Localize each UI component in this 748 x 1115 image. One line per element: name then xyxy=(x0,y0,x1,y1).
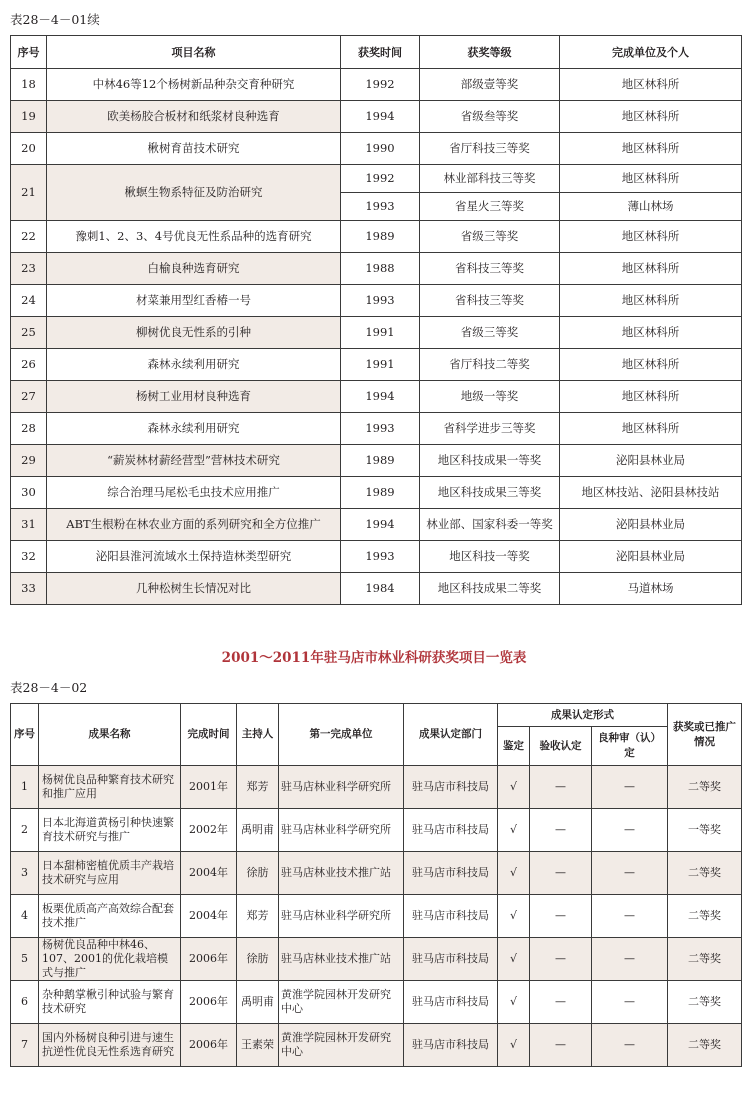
row-yanshou: — xyxy=(530,895,592,938)
header2-dept: 成果认定部门 xyxy=(404,704,498,766)
row-name: 欧美杨胶合板材和纸浆材良种选育 xyxy=(47,101,341,133)
table-row xyxy=(11,477,742,509)
row-no: 27 xyxy=(11,381,47,413)
row-level: 省厅科技三等奖 xyxy=(420,133,560,165)
row-jianding: √ xyxy=(498,981,530,1024)
row-award: 二等奖 xyxy=(668,852,742,895)
row-yanshou: — xyxy=(530,1024,592,1067)
row-no: 21 xyxy=(11,165,47,221)
table-row xyxy=(11,285,742,317)
row-year: 1992 xyxy=(341,69,420,101)
row-name: 楸树育苗技术研究 xyxy=(47,133,341,165)
row-award: 二等奖 xyxy=(668,766,742,809)
row-no: 25 xyxy=(11,317,47,349)
row-leader: 郑芳 xyxy=(237,766,279,809)
row-no: 23 xyxy=(11,253,47,285)
row-unit: 驻马店林业科学研究所 xyxy=(279,895,404,938)
row-unit: 地区林技站、泌阳县林技站 xyxy=(560,477,742,509)
row-unit: 驻马店林业技术推广站 xyxy=(279,938,404,981)
row-no: 3 xyxy=(11,852,39,895)
table-row xyxy=(11,165,742,193)
row-jianding: √ xyxy=(498,852,530,895)
row-no: 30 xyxy=(11,477,47,509)
row-name: 国内外杨树良种引进与速生抗逆性优良无性系选育研究 xyxy=(39,1024,181,1067)
table-row xyxy=(11,809,742,852)
table-row xyxy=(11,852,742,895)
row-unit: 地区林科所 xyxy=(560,381,742,413)
row-unit: 马道林场 xyxy=(560,573,742,605)
row-unit: 地区林科所 xyxy=(560,413,742,445)
row-jianding: √ xyxy=(498,938,530,981)
row-name: 杨树优良品种繁育技术研究和推广应用 xyxy=(39,766,181,809)
table-row xyxy=(11,766,742,809)
row-name: 综合治理马尾松毛虫技术应用推广 xyxy=(47,477,341,509)
row-year: 1989 xyxy=(341,445,420,477)
row-level: 省级三等奖 xyxy=(420,221,560,253)
row-yanshou: — xyxy=(530,766,592,809)
row-unit: 地区林科所 xyxy=(560,285,742,317)
table-row xyxy=(11,895,742,938)
row-no: 28 xyxy=(11,413,47,445)
row-unit: 地区林科所 xyxy=(560,317,742,349)
row-name: ABT生根粉在林农业方面的系列研究和全方位推广 xyxy=(47,509,341,541)
row-dept: 驻马店市科技局 xyxy=(404,938,498,981)
row-no: 32 xyxy=(11,541,47,573)
row-name: 泌阳县淮河流域水土保持造林类型研究 xyxy=(47,541,341,573)
row-no: 24 xyxy=(11,285,47,317)
row-level: 地级一等奖 xyxy=(420,381,560,413)
row-year: 1994 xyxy=(341,509,420,541)
row-leader: 禹明甫 xyxy=(237,809,279,852)
table-row xyxy=(11,349,742,381)
table-row xyxy=(11,413,742,445)
row-no: 22 xyxy=(11,221,47,253)
row-dept: 驻马店市科技局 xyxy=(404,981,498,1024)
row-level: 地区科技成果一等奖 xyxy=(420,445,560,477)
row-unit: 驻马店林业科学研究所 xyxy=(279,809,404,852)
row-unit: 黄淮学院园林开发研究中心 xyxy=(279,981,404,1024)
row-time: 2006年 xyxy=(181,1024,237,1067)
row-unit: 黄淮学院园林开发研究中心 xyxy=(279,1024,404,1067)
row-no: 18 xyxy=(11,69,47,101)
row-no: 6 xyxy=(11,981,39,1024)
row-time: 2001年 xyxy=(181,766,237,809)
table-row xyxy=(11,69,742,101)
row-dept: 驻马店市科技局 xyxy=(404,852,498,895)
header2-liangzhong: 良种审（认）定 xyxy=(592,727,668,766)
row-no: 31 xyxy=(11,509,47,541)
row-jianding: √ xyxy=(498,766,530,809)
row-liangzhong: — xyxy=(592,895,668,938)
row-level: 地区科技成果三等奖 xyxy=(420,477,560,509)
row-leader: 王素荣 xyxy=(237,1024,279,1067)
row-time: 2004年 xyxy=(181,895,237,938)
table-row xyxy=(11,317,742,349)
table-row xyxy=(11,1024,742,1067)
row-year: 1991 xyxy=(341,349,420,381)
row-level: 省科技三等奖 xyxy=(420,253,560,285)
header2-no: 序号 xyxy=(11,704,39,766)
row-name: 板栗优质高产高效综合配套技术推广 xyxy=(39,895,181,938)
row-liangzhong: — xyxy=(592,938,668,981)
row-award: 二等奖 xyxy=(668,895,742,938)
header-name: 项目名称 xyxy=(47,36,341,69)
award-table-1 xyxy=(10,35,742,605)
row-jianding: √ xyxy=(498,1024,530,1067)
row-jianding: √ xyxy=(498,895,530,938)
row-unit: 地区林科所 xyxy=(560,349,742,381)
table-row xyxy=(11,981,742,1024)
row-no: 4 xyxy=(11,895,39,938)
row-time: 2004年 xyxy=(181,852,237,895)
row-leader: 徐肪 xyxy=(237,938,279,981)
table-row xyxy=(11,133,742,165)
row-award: 二等奖 xyxy=(668,1024,742,1067)
row-time: 2006年 xyxy=(181,938,237,981)
row-unit: 驻马店林业科学研究所 xyxy=(279,766,404,809)
row-level: 省级叁等奖 xyxy=(420,101,560,133)
row-liangzhong: — xyxy=(592,852,668,895)
row-name: 豫刺1、2、3、4号优良无性系品种的选育研究 xyxy=(47,221,341,253)
row-unit: 地区林科所 xyxy=(560,165,742,193)
header-no: 序号 xyxy=(11,36,47,69)
row-unit: 地区林科所 xyxy=(560,133,742,165)
row-no: 19 xyxy=(11,101,47,133)
table-row xyxy=(11,221,742,253)
header2-unit: 第一完成单位 xyxy=(279,704,404,766)
table-row xyxy=(11,541,742,573)
row-year: 1989 xyxy=(341,477,420,509)
row-level: 省科学进步三等奖 xyxy=(420,413,560,445)
row-unit: 薄山林场 xyxy=(560,193,742,221)
table-row xyxy=(11,101,742,133)
header2-yanshou: 验收认定 xyxy=(530,727,592,766)
row-no: 1 xyxy=(11,766,39,809)
row-name: 柳树优良无性系的引种 xyxy=(47,317,341,349)
row-no: 7 xyxy=(11,1024,39,1067)
table-row xyxy=(11,938,742,981)
row-no: 33 xyxy=(11,573,47,605)
row-year: 1992 xyxy=(341,165,420,193)
row-level: 部级壹等奖 xyxy=(420,69,560,101)
row-name: 杨树优良品种中林46、107、2001的优化栽培模式与推广 xyxy=(39,938,181,981)
table-row xyxy=(11,253,742,285)
row-level: 林业部科技三等奖 xyxy=(420,165,560,193)
row-leader: 禹明甫 xyxy=(237,981,279,1024)
row-no: 20 xyxy=(11,133,47,165)
row-unit: 地区林科所 xyxy=(560,69,742,101)
row-time: 2006年 xyxy=(181,981,237,1024)
row-year: 1994 xyxy=(341,101,420,133)
row-dept: 驻马店市科技局 xyxy=(404,895,498,938)
row-jianding: √ xyxy=(498,809,530,852)
row-name: 日本北海道黄杨引种快速繁育技术研究与推广 xyxy=(39,809,181,852)
row-year: 1993 xyxy=(341,193,420,221)
row-name: 几种松树生长情况对比 xyxy=(47,573,341,605)
row-name: 森林永续利用研究 xyxy=(47,413,341,445)
table2-caption: 表28－4－02 xyxy=(10,680,88,695)
row-name: 杨树工业用材良种选育 xyxy=(47,381,341,413)
header2-leader: 主持人 xyxy=(237,704,279,766)
header2-time: 完成时间 xyxy=(181,704,237,766)
table1-caption: 表28－4－01续 xyxy=(10,12,100,27)
row-year: 1993 xyxy=(341,413,420,445)
row-unit: 驻马店林业技术推广站 xyxy=(279,852,404,895)
row-name: 森林永续利用研究 xyxy=(47,349,341,381)
header2-jianding: 鉴定 xyxy=(498,727,530,766)
row-level: 地区科技一等奖 xyxy=(420,541,560,573)
row-unit: 地区林科所 xyxy=(560,253,742,285)
row-leader: 郑芳 xyxy=(237,895,279,938)
row-level: 省厅科技二等奖 xyxy=(420,349,560,381)
row-liangzhong: — xyxy=(592,766,668,809)
table-row xyxy=(11,573,742,605)
row-award: 二等奖 xyxy=(668,938,742,981)
row-no: 29 xyxy=(11,445,47,477)
row-yanshou: — xyxy=(530,852,592,895)
row-unit: 泌阳县林业局 xyxy=(560,509,742,541)
row-level: 地区科技成果二等奖 xyxy=(420,573,560,605)
row-time: 2002年 xyxy=(181,809,237,852)
row-unit: 地区林科所 xyxy=(560,221,742,253)
header2-name: 成果名称 xyxy=(39,704,181,766)
row-dept: 驻马店市科技局 xyxy=(404,766,498,809)
row-unit: 泌阳县林业局 xyxy=(560,445,742,477)
table1-header-row xyxy=(11,36,742,69)
row-year: 1984 xyxy=(341,573,420,605)
row-liangzhong: — xyxy=(592,809,668,852)
row-year: 1989 xyxy=(341,221,420,253)
row-yanshou: — xyxy=(530,809,592,852)
row-year: 1993 xyxy=(341,541,420,573)
row-year: 1993 xyxy=(341,285,420,317)
row-no: 2 xyxy=(11,809,39,852)
header-level: 获奖等级 xyxy=(420,36,560,69)
row-no: 5 xyxy=(11,938,39,981)
row-yanshou: — xyxy=(530,981,592,1024)
row-year: 1991 xyxy=(341,317,420,349)
row-name: “薪炭林材薪经营型”营林技术研究 xyxy=(47,445,341,477)
row-name: 中林46等12个杨树新品种杂交育种研究 xyxy=(47,69,341,101)
row-yanshou: — xyxy=(530,938,592,981)
row-year: 1990 xyxy=(341,133,420,165)
row-unit: 泌阳县林业局 xyxy=(560,541,742,573)
row-leader: 徐肪 xyxy=(237,852,279,895)
row-award: 二等奖 xyxy=(668,981,742,1024)
row-name: 材菜兼用型红香椿一号 xyxy=(47,285,341,317)
row-level: 省级三等奖 xyxy=(420,317,560,349)
row-liangzhong: — xyxy=(592,1024,668,1067)
row-award: 一等奖 xyxy=(668,809,742,852)
row-level: 省星火三等奖 xyxy=(420,193,560,221)
row-dept: 驻马店市科技局 xyxy=(404,809,498,852)
header2-award: 获奖或已推广情况 xyxy=(668,704,742,766)
award-table-2 xyxy=(10,703,742,1067)
row-level: 林业部、国家科委一等奖 xyxy=(420,509,560,541)
header-unit: 完成单位及个人 xyxy=(560,36,742,69)
row-year: 1988 xyxy=(341,253,420,285)
row-name: 白榆良种选育研究 xyxy=(47,253,341,285)
row-name: 楸螟生物系特征及防治研究 xyxy=(47,165,341,221)
row-name: 日本甜柿密植优质丰产栽培技术研究与应用 xyxy=(39,852,181,895)
table-row xyxy=(11,381,742,413)
row-unit: 地区林科所 xyxy=(560,101,742,133)
row-liangzhong: — xyxy=(592,981,668,1024)
header2-form: 成果认定形式 xyxy=(498,704,668,727)
table2-title: 2001～2011年驻马店市林业科研获奖项目一览表 xyxy=(221,650,527,666)
row-dept: 驻马店市科技局 xyxy=(404,1024,498,1067)
table-row xyxy=(11,509,742,541)
table2-header-row xyxy=(11,704,742,727)
table-row xyxy=(11,445,742,477)
row-year: 1994 xyxy=(341,381,420,413)
row-name: 杂种鹅掌楸引种试验与繁育技术研究 xyxy=(39,981,181,1024)
header-year: 获奖时间 xyxy=(341,36,420,69)
row-level: 省科技三等奖 xyxy=(420,285,560,317)
row-no: 26 xyxy=(11,349,47,381)
